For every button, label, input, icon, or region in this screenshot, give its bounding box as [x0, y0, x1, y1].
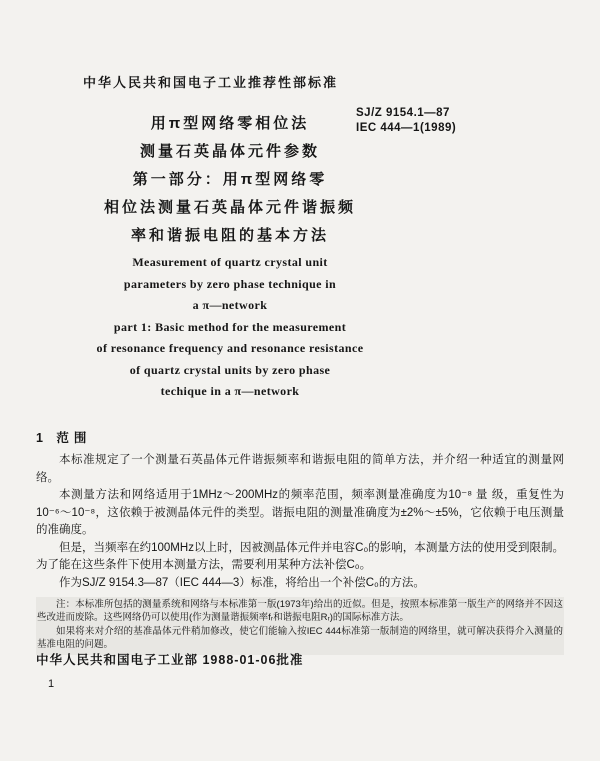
paragraph: 但是，当频率在约100MHz以上时，因被测晶体元件并电容C₀的影响，本测量方法的使用受到限制。为了能在这些条件下使用本测量方法，需要利用某种方法补偿C₀。: [36, 541, 564, 571]
standard-code: SJ/Z 9154.1—87: [356, 107, 450, 119]
title-en-line: parameters by zero phase technique in: [123, 276, 337, 291]
notes-block: [36, 597, 564, 655]
title-en-line: Measurement of quartz crystal unit: [132, 255, 328, 269]
title-english: [50, 252, 410, 403]
paragraph: 本测量方法和网络适用于1MHz～200MHz的频率范围，频率测量准确度为10⁻⁸ 量 级，重复性为10⁻⁶～10⁻⁸，这依赖于被测晶体元件的类型。谐振电阻的测量准确度为±2%～±5%，它依赖于电压测量的准确度。: [36, 489, 564, 536]
title-chinese: [78, 110, 382, 250]
standard-ref: IEC 444—1(1989): [356, 121, 457, 134]
title-cn-line: 测量石英晶体元件参数: [139, 143, 320, 160]
page-number: 1: [48, 678, 55, 690]
paragraph: 本标准规定了一个测量石英晶体元件谐振频率和谐振电阻的简单方法，并介绍一种适宜的测量网络。: [36, 454, 564, 484]
approval-footer: 中华人民共和国电子工业部 1988-01-06批准: [36, 653, 304, 667]
note: 如果将来对介绍的基准晶体元件稍加修改，使它们能输入按IEC 444标准第一版制造的网络里，就可解决获得介入测量的基准电阻的问题。: [37, 626, 563, 650]
title-en-line: a π—network: [192, 298, 268, 312]
title-en-line: of resonance frequency and resonance resistance: [96, 341, 364, 355]
title-cn-line: 第一部分：用π型网络零: [132, 171, 328, 188]
section-heading-scope: 1 范围: [36, 431, 92, 445]
note: 注：本标准所包括的测量系统和网络与本标准第一版(1973年)给出的近似。但是，按照本标准第一版生产的网络并不因这些改进而废除。这些网络仍可以使用(作为测量谐振频率fᵣ和谐振电阻Rᵣ)的国际标准方法。: [37, 599, 563, 623]
title-en-line: part 1: Basic method for the measurement: [113, 319, 347, 334]
title-cn-line: 用π型网络零相位法: [150, 115, 310, 132]
paragraph: 作为SJ/Z 9154.3—87（IEC 444—3）标准，将给出一个补偿C₀的方法。: [59, 576, 425, 589]
title-en-line: of quartz crystal units by zero phase: [129, 362, 331, 377]
body-text: [36, 452, 564, 655]
title-en-line: techique in a π—network: [160, 384, 300, 398]
standard-header: 中华人民共和国电子工业推荐性部标准: [83, 75, 339, 90]
title-cn-line: 相位法测量石英晶体元件谐振频: [103, 199, 356, 216]
title-cn-line: 率和谐振电阻的基本方法: [130, 227, 329, 244]
